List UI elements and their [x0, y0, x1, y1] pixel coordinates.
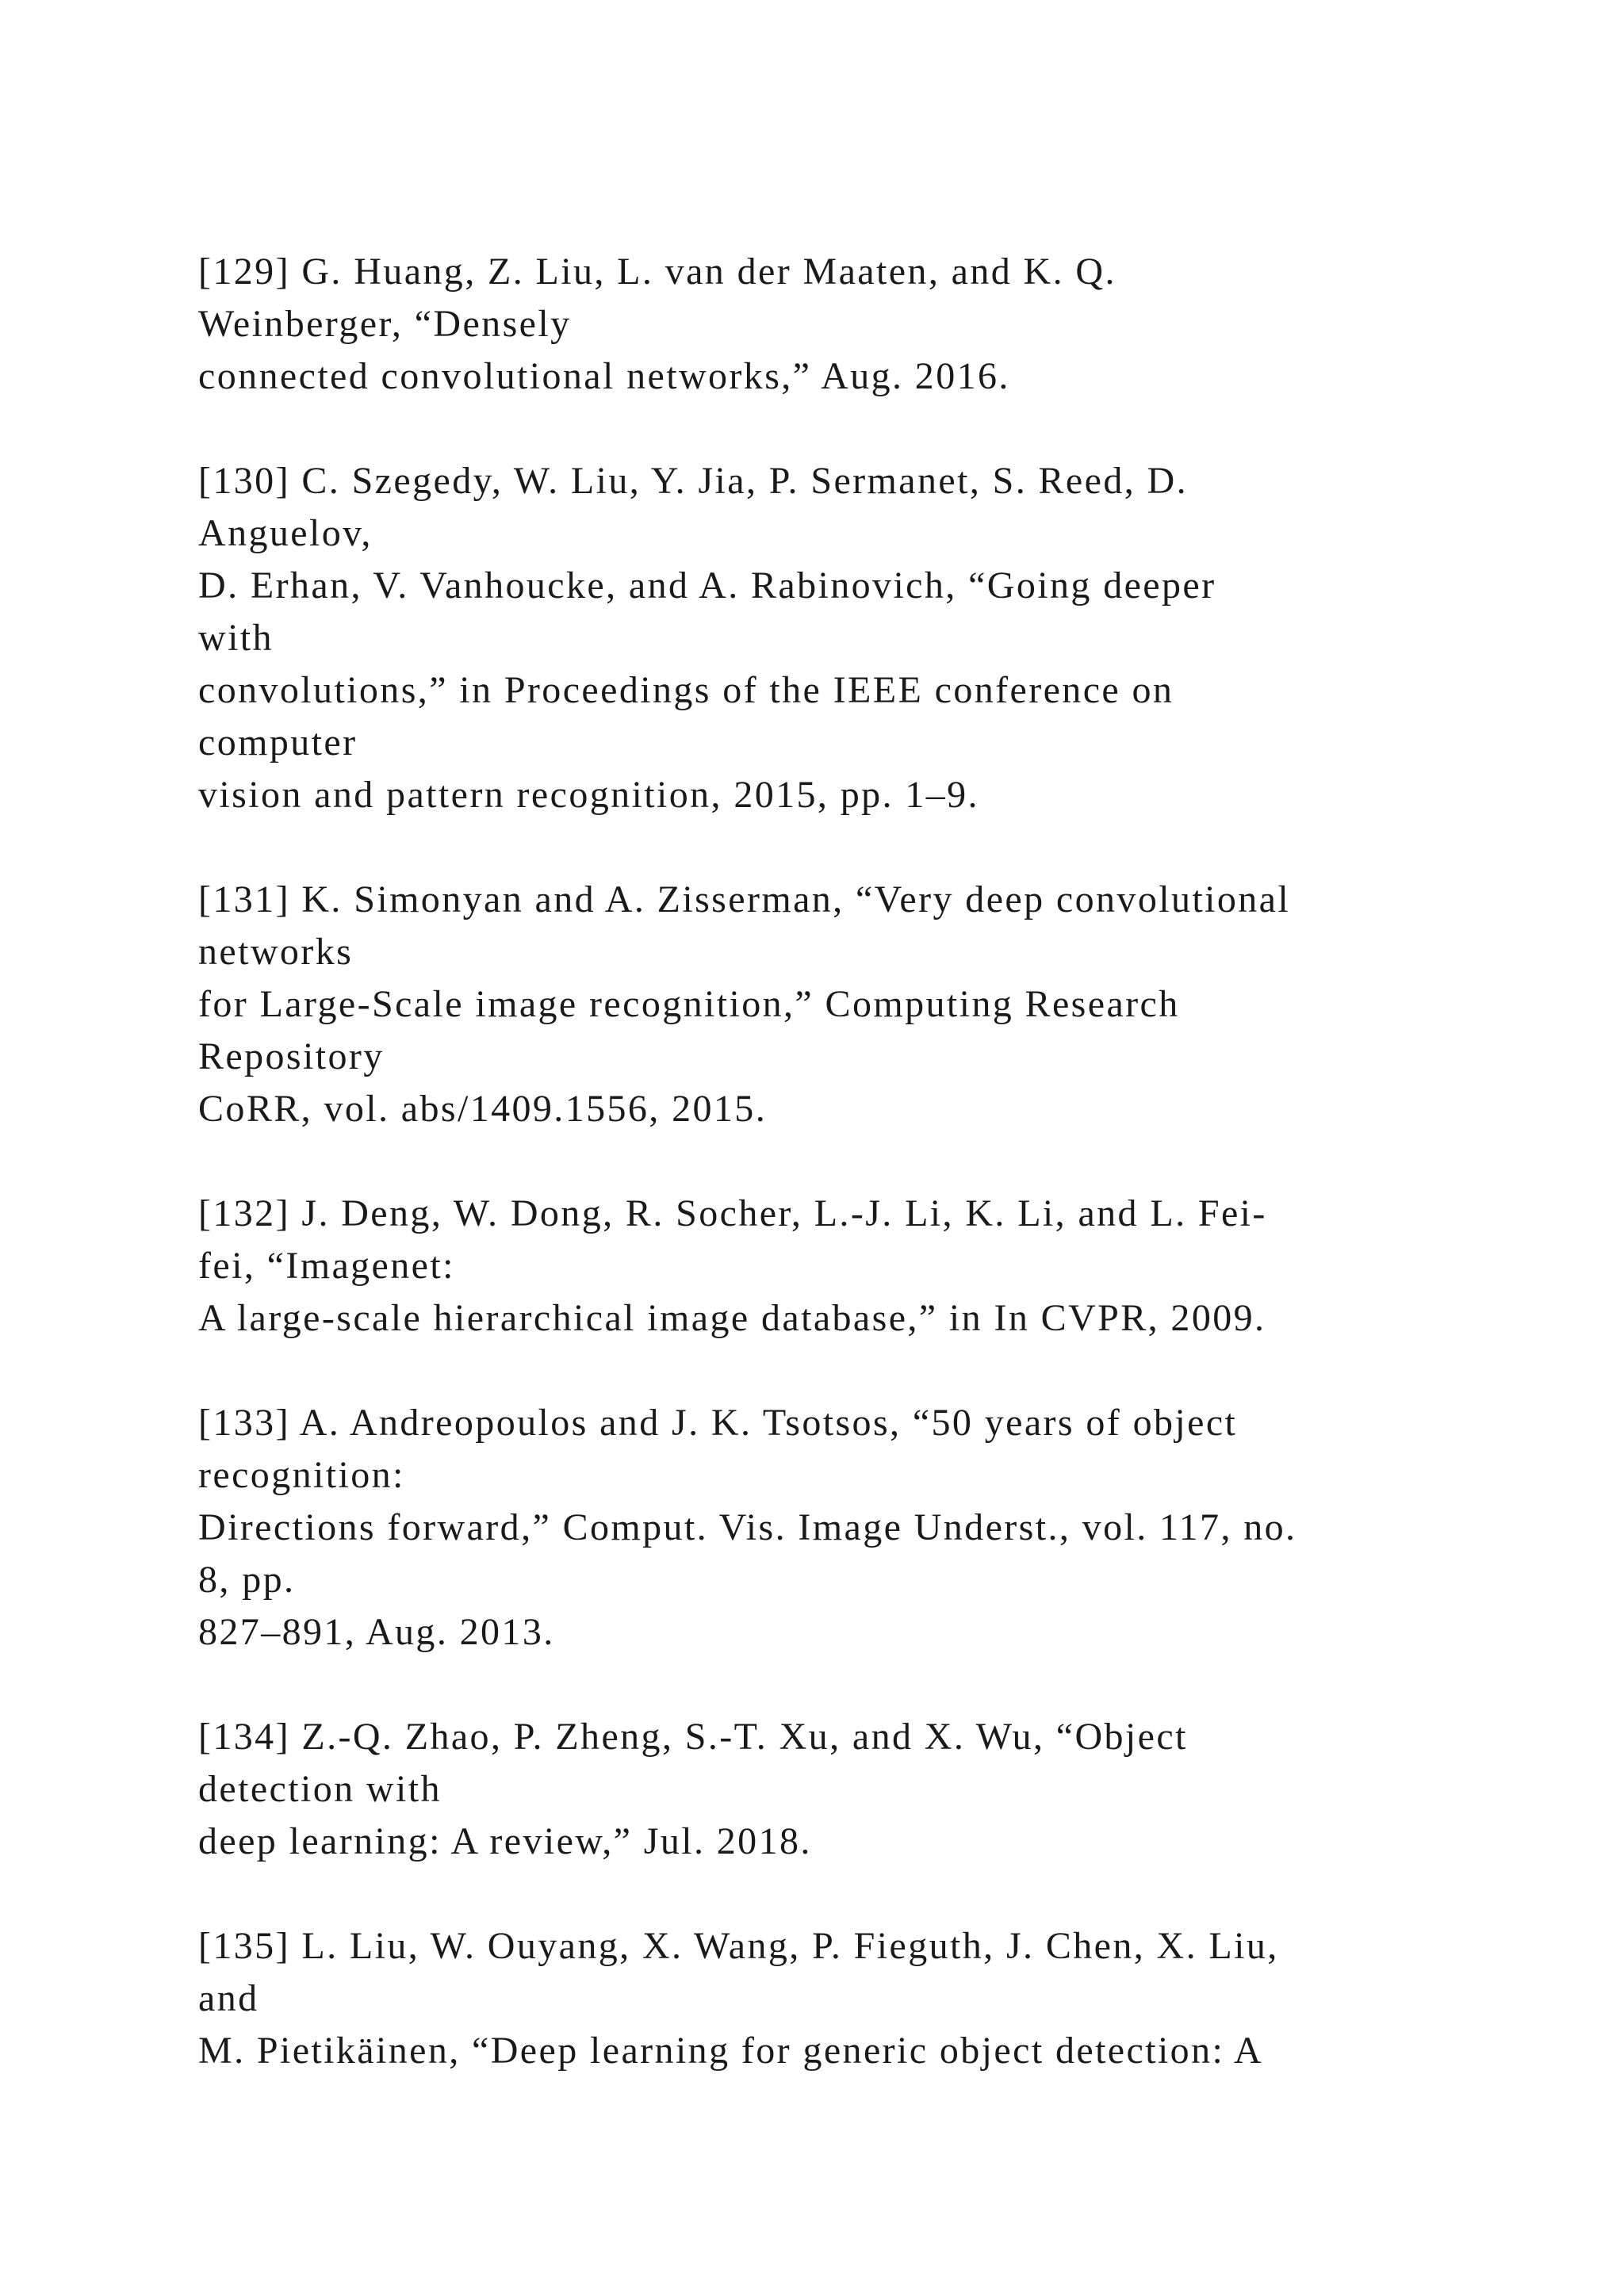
reference-line: convolutions,” in Proceedings of the IEEE conference on	[198, 669, 1174, 711]
reference-line: [131] K. Simonyan and A. Zisserman, “Very deep convolutional	[198, 878, 1291, 920]
reference-line: [134] Z.-Q. Zhao, P. Zheng, S.-T. Xu, and X. Wu, “Object	[198, 1716, 1188, 1758]
reference-line: [133] A. Andreopoulos and J. K. Tsotsos, “50 years of object	[198, 1402, 1238, 1444]
reference-entry	[198, 1920, 1546, 2077]
reference-line: CoRR, vol. abs/1409.1556, 2015.	[198, 1088, 768, 1130]
reference-line: [132] J. Deng, W. Dong, R. Socher, L.-J. Li, K. Li, and L. Fei-	[198, 1192, 1267, 1234]
reference-line: and	[198, 1977, 259, 2019]
reference-line: detection with	[198, 1768, 442, 1810]
reference-line: A large-scale hierarchical image database,” in In CVPR, 2009.	[198, 1297, 1266, 1339]
reference-entry	[198, 1711, 1546, 1868]
reference-line: [135] L. Liu, W. Ouyang, X. Wang, P. Fieguth, J. Chen, X. Liu,	[198, 1925, 1279, 1967]
reference-line: vision and pattern recognition, 2015, pp. 1–9.	[198, 774, 979, 816]
reference-entry	[198, 1397, 1546, 1659]
reference-line: 8, pp.	[198, 1559, 296, 1601]
reference-list	[198, 246, 1546, 2130]
reference-entry	[198, 1188, 1546, 1345]
reference-line: M. Pietikäinen, “Deep learning for generic object detection: A	[198, 2030, 1264, 2072]
reference-line: Directions forward,” Comput. Vis. Image Underst., vol. 117, no.	[198, 1506, 1297, 1548]
reference-line: connected convolutional networks,” Aug. 2016.	[198, 355, 1010, 397]
reference-line: D. Erhan, V. Vanhoucke, and A. Rabinovich, “Going deeper	[198, 564, 1216, 607]
reference-line: networks	[198, 931, 354, 973]
reference-line: Weinberger, “Densely	[198, 303, 572, 345]
reference-line: recognition:	[198, 1454, 405, 1496]
reference-line: deep learning: A review,” Jul. 2018.	[198, 1820, 812, 1862]
reference-line: [130] C. Szegedy, W. Liu, Y. Jia, P. Sermanet, S. Reed, D.	[198, 460, 1189, 502]
reference-line: [129] G. Huang, Z. Liu, L. van der Maaten, and K. Q.	[198, 251, 1116, 293]
reference-line: Anguelov,	[198, 512, 373, 554]
reference-entry	[198, 455, 1546, 821]
reference-line: with	[198, 617, 274, 659]
reference-line: fei, “Imagenet:	[198, 1245, 455, 1287]
reference-line: Repository	[198, 1035, 385, 1077]
reference-line: 827–891, Aug. 2013.	[198, 1611, 555, 1653]
reference-line: computer	[198, 721, 358, 763]
reference-line: for Large-Scale image recognition,” Computing Research	[198, 983, 1180, 1025]
reference-entry	[198, 874, 1546, 1135]
reference-entry	[198, 246, 1546, 403]
